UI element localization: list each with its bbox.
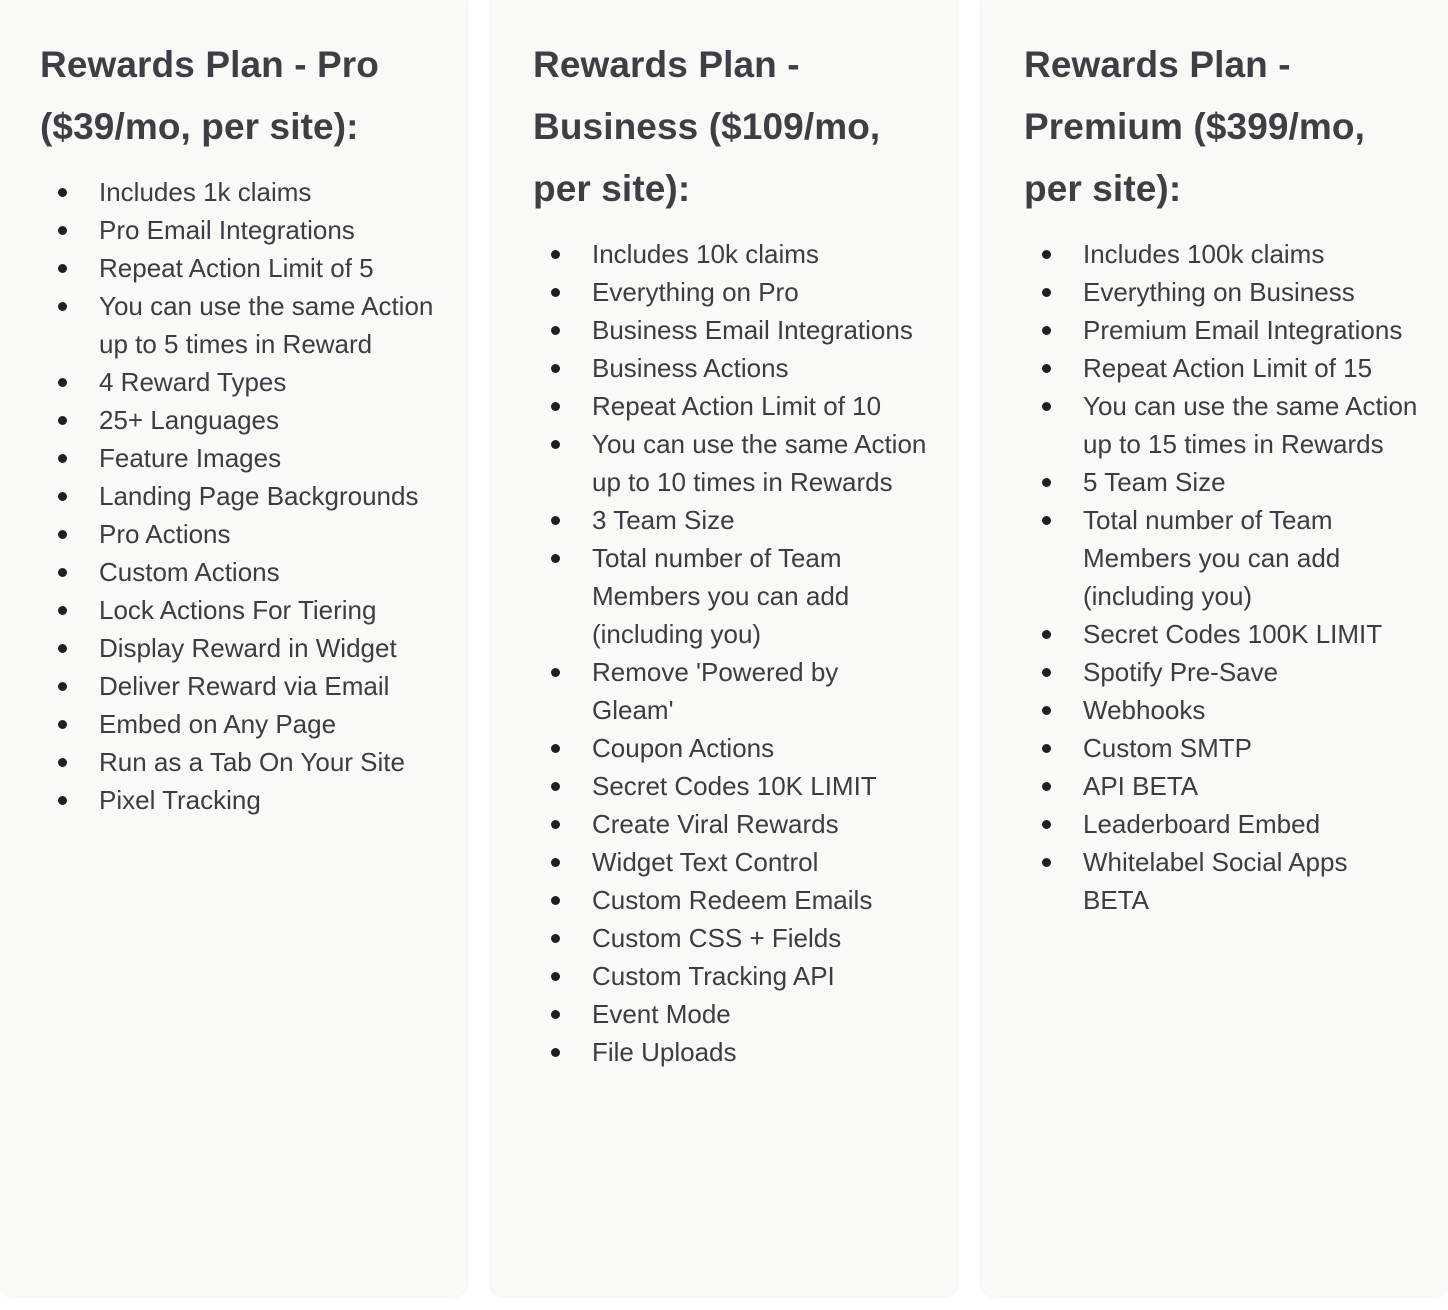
feature-item: Create Viral Rewards: [533, 805, 937, 843]
feature-item: Total number of Team Members you can add (including you): [1024, 501, 1428, 615]
feature-item: Remove 'Powered by Gleam': [533, 653, 937, 729]
feature-item: Custom SMTP: [1024, 729, 1428, 767]
feature-item: Custom Tracking API: [533, 957, 937, 995]
feature-item: Repeat Action Limit of 5: [40, 249, 446, 287]
feature-item: Leaderboard Embed: [1024, 805, 1428, 843]
plan-title: Rewards Plan - Business ($109/mo, per site):: [533, 44, 881, 209]
feature-item: 4 Reward Types: [40, 363, 446, 401]
feature-item: 25+ Languages: [40, 401, 446, 439]
feature-item: Total number of Team Members you can add (including you): [533, 539, 937, 653]
feature-item: Webhooks: [1024, 691, 1428, 729]
feature-item: File Uploads: [533, 1033, 937, 1071]
feature-item: Pixel Tracking: [40, 781, 446, 819]
feature-item: Widget Text Control: [533, 843, 937, 881]
feature-item: Run as a Tab On Your Site: [40, 743, 446, 781]
feature-item: Pro Email Integrations: [40, 211, 446, 249]
feature-item: Business Email Integrations: [533, 311, 937, 349]
feature-list: [533, 235, 937, 1071]
feature-item: Includes 100k claims: [1024, 235, 1428, 273]
feature-item: Business Actions: [533, 349, 937, 387]
feature-item: Secret Codes 100K LIMIT: [1024, 615, 1428, 653]
feature-item: You can use the same Action up to 15 times in Rewards: [1024, 387, 1428, 463]
feature-item: Repeat Action Limit of 10: [533, 387, 937, 425]
plan-card-premium: [982, 0, 1448, 1296]
feature-item: You can use the same Action up to 10 times in Rewards: [533, 425, 937, 501]
feature-item: Custom CSS + Fields: [533, 919, 937, 957]
feature-item: 3 Team Size: [533, 501, 937, 539]
feature-list: [1024, 235, 1428, 919]
feature-item: Repeat Action Limit of 15: [1024, 349, 1428, 387]
feature-item: Includes 1k claims: [40, 173, 446, 211]
plan-title: Rewards Plan - Pro ($39/mo, per site):: [40, 44, 380, 147]
feature-item: Pro Actions: [40, 515, 446, 553]
feature-item: Display Reward in Widget: [40, 629, 446, 667]
feature-item: Lock Actions For Tiering: [40, 591, 446, 629]
feature-list: [40, 173, 446, 819]
feature-item: Includes 10k claims: [533, 235, 937, 273]
feature-item: You can use the same Action up to 5 times in Reward: [40, 287, 446, 363]
plan-card-pro: [0, 0, 466, 1296]
plan-title: Rewards Plan - Premium ($399/mo, per site):: [1024, 44, 1366, 209]
feature-item: Landing Page Backgrounds: [40, 477, 446, 515]
feature-item: Whitelabel Social Apps BETA: [1024, 843, 1428, 919]
feature-item: Deliver Reward via Email: [40, 667, 446, 705]
feature-item: Everything on Business: [1024, 273, 1428, 311]
plan-card-business: [491, 0, 957, 1296]
feature-item: Custom Actions: [40, 553, 446, 591]
feature-item: Feature Images: [40, 439, 446, 477]
feature-item: Spotify Pre-Save: [1024, 653, 1428, 691]
feature-item: Coupon Actions: [533, 729, 937, 767]
feature-item: 5 Team Size: [1024, 463, 1428, 501]
feature-item: Secret Codes 10K LIMIT: [533, 767, 937, 805]
feature-item: API BETA: [1024, 767, 1428, 805]
feature-item: Premium Email Integrations: [1024, 311, 1428, 349]
feature-item: Custom Redeem Emails: [533, 881, 937, 919]
feature-item: Event Mode: [533, 995, 937, 1033]
feature-item: Embed on Any Page: [40, 705, 446, 743]
feature-item: Everything on Pro: [533, 273, 937, 311]
